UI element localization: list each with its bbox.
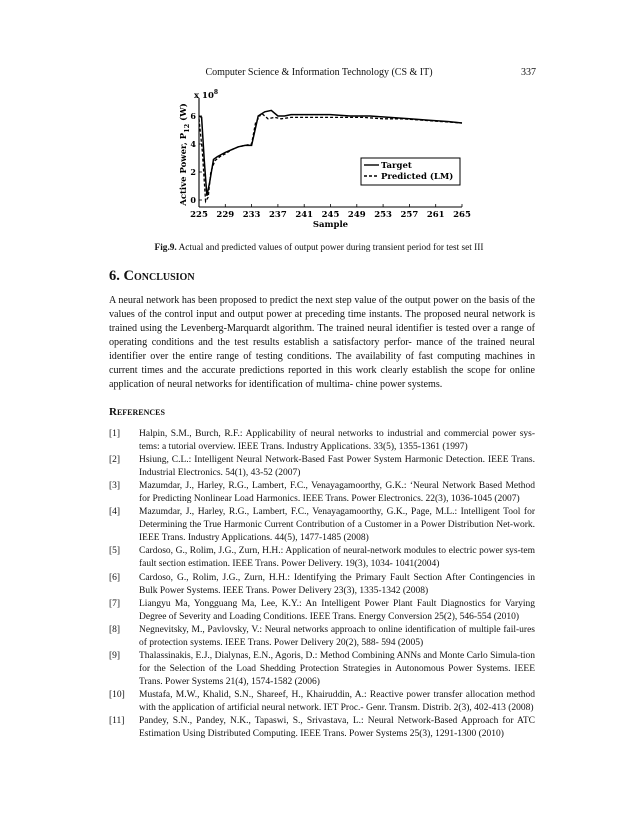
references-heading: References xyxy=(109,406,165,418)
x-tick-label: 229 xyxy=(216,210,235,220)
conclusion-heading xyxy=(109,268,195,285)
reference-number: [6] xyxy=(109,572,121,583)
y-multiplier-exponent: 8 xyxy=(213,89,219,96)
heading-number: 6. xyxy=(109,268,120,284)
reference-number: [10] xyxy=(109,689,125,700)
reference-text: Hsiung, C.L.: Intelligent Neural Network-Based Fast Power System Harmonic Detection. IEEE Trans. Industrial Electronics. 54(1), 43-52 (2007) xyxy=(139,455,535,479)
reference-text: Cardoso, G., Rolim, J.G., Zurn, H.H.: Identifying the Primary Fault Section After Contingencies in Bulk Power Systems. IEEE Trans. Power Delivery 23(3), 1335-1342 (2008) xyxy=(139,572,535,596)
figure-9-chart xyxy=(165,86,485,231)
reference-number: [1] xyxy=(109,429,121,439)
conclusion-line: chine power systems. xyxy=(355,379,443,391)
reference-item xyxy=(109,545,535,571)
conclusion-line: basis of the values of the control input and output power at preceding time instants. The proposed xyxy=(109,295,536,321)
chart-series xyxy=(199,110,462,201)
reference-item xyxy=(109,650,535,689)
conclusion-line: A neural network has been proposed to predict the next step value of the output power on the xyxy=(109,295,487,306)
conclusion-line: neural network is trained using the Levenberg-Marquardt algorithm. The trained neural identifier xyxy=(109,309,535,335)
y-label-subscript: 12 xyxy=(183,123,191,133)
x-tick-label: 245 xyxy=(321,210,340,220)
journal-name: Computer Science & Information Technology (CS & IT) xyxy=(205,67,433,78)
series-line-predicted xyxy=(199,113,462,201)
y-multiplier xyxy=(194,89,218,101)
reference-text: Mazumdar, J., Harley, R.G., Lambert, F.C., Venayagamoorthy, G.K.: ‘Neural Network Based Method for Predicting Nonlinear Load Harmonics. IEEE Trans. Power Electronics. 22(3), 1036-1045 (2007) xyxy=(139,481,535,505)
legend-label: Predicted (LM) xyxy=(381,172,454,182)
reference-text: Negnevitsky, M., Pavlovsky, V.: Neural networks approach to online identification of multiple fail-ures of protection systems. IEEE Trans. Power Delivery 20(2), 588- 594 (2005) xyxy=(139,624,535,648)
x-tick-label: 225 xyxy=(190,210,208,220)
reference-item xyxy=(109,428,535,454)
reference-number: [11] xyxy=(109,716,125,727)
reference-item xyxy=(109,454,535,480)
y-tick-label: 0 xyxy=(190,195,196,205)
reference-number: [7] xyxy=(109,598,121,609)
reference-item xyxy=(109,572,535,598)
x-tick-label: 241 xyxy=(295,210,314,220)
x-tick-label: 253 xyxy=(374,210,392,220)
reference-number: [8] xyxy=(109,624,121,635)
chart-legend xyxy=(361,158,460,185)
legend-label: Target xyxy=(381,161,412,171)
reference-text: Cardoso, G., Rolim, J.G., Zurn, H.H.: Application of neural-network modules to electric power sys-tem fault section estimation. IEEE Trans. Power Delivery. 19(3), 1034- 1041(2004) xyxy=(139,546,535,570)
y-tick-label: 2 xyxy=(190,167,196,177)
reference-item xyxy=(109,689,535,715)
y-label-unit: (W) xyxy=(179,103,189,124)
caption-label: Fig.9. xyxy=(154,243,177,253)
x-tick-label: 233 xyxy=(242,210,261,220)
figure-caption xyxy=(0,243,638,253)
x-axis-label: Sample xyxy=(312,220,349,230)
y-tick-label: 6 xyxy=(190,111,196,121)
y-label-main: Active Power, P xyxy=(179,132,189,206)
reference-text: Halpin, S.M., Burch, R.F.: Applicability of neural networks to industrial and commercial power sys-tems: a tutorial overview. IEEE Trans. Industry Applications. 33(5), 1355-1361 (1997) xyxy=(139,429,535,453)
reference-item xyxy=(109,598,535,624)
reference-item xyxy=(109,624,535,650)
reference-item xyxy=(109,715,535,741)
conclusion-paragraph xyxy=(109,294,535,392)
reference-text: Mazumdar, J., Harley, R.G., Lambert, F.C., Venayagamoorthy, G.K., Page, M.L.: Intelligent Tool for Determining the True Harmonic Current Contribution of a Customer in a Power Distribution Net-work. IEEE Trans. Industry Applications. 44(5), 1477-1485 (2008) xyxy=(139,507,535,544)
x-tick-label: 237 xyxy=(269,210,287,220)
heading-rest: onclusion xyxy=(133,268,195,284)
reference-text: Liangyu Ma, Yongguang Ma, Lee, K.Y.: An Intelligent Power Plant Fault Diagnostics for Varying Degree of Severity and Loading Conditions. IEEE Trans. Energy Conversion 25(2), 546-554 (2010) xyxy=(139,598,535,622)
y-axis-label xyxy=(178,103,191,207)
reference-number: [5] xyxy=(109,546,121,557)
x-tick-label: 265 xyxy=(453,210,471,220)
reference-text: Thalassinakis, E.J., Dialynas, E.N., Agoris, D.: Method Combining ANNs and Monte Carlo Simula-tion for the Selection of the Load Shedding Protection Strategies in Autonomous Power Systems. IEEE Trans. Power Systems 21(4), 1574-1582 (2006) xyxy=(139,650,535,687)
y-multiplier-base: x 10 xyxy=(194,91,214,101)
reference-number: [2] xyxy=(109,455,121,466)
reference-number: [9] xyxy=(109,650,121,661)
y-tick-label: 4 xyxy=(190,139,196,149)
reference-item xyxy=(109,480,535,506)
reference-item xyxy=(109,506,535,545)
caption-text: Actual and predicted values of output power during transient period for test set III xyxy=(178,243,484,253)
x-tick-label: 249 xyxy=(347,210,366,220)
conclusion-line: is tested over a range of operating conditions and the test results establish a satisfactory perfor- xyxy=(109,323,535,349)
reference-text: Pandey, S.N., Pandey, N.K., Tapaswi, S., Srivastava, L.: Neural Network-Based Approach for ATC Estimation Using Distributed Computing. IEEE Trans. Power Systems 25(3), 1291-1300 (2010) xyxy=(139,716,535,740)
conclusion-line: mance of the trained neural identifier over the entire range of testing conditions. The availability xyxy=(109,337,535,363)
page-number: 337 xyxy=(521,67,536,78)
x-tick-label: 261 xyxy=(426,210,445,220)
references-list xyxy=(109,428,535,741)
reference-number: [4] xyxy=(109,507,121,518)
conclusion-line: clearly establish the scope for online application of neural networks for identification of multima- xyxy=(109,365,535,391)
reference-number: [3] xyxy=(109,481,121,492)
reference-text: Mustafa, M.W., Khalid, S.N., Shareef, H., Khairuddin, A.: Reactive power transfer allocation method with the application of artificial neural network. IET Proc.- Genr. Transm. Distrib. 2(3), 402-413 (2008) xyxy=(139,689,535,713)
conclusion-line: of fast computing machines in current times and the accurate predictions reported in this work xyxy=(109,351,535,377)
x-tick-label: 257 xyxy=(400,210,419,220)
heading-cap: C xyxy=(123,268,134,284)
